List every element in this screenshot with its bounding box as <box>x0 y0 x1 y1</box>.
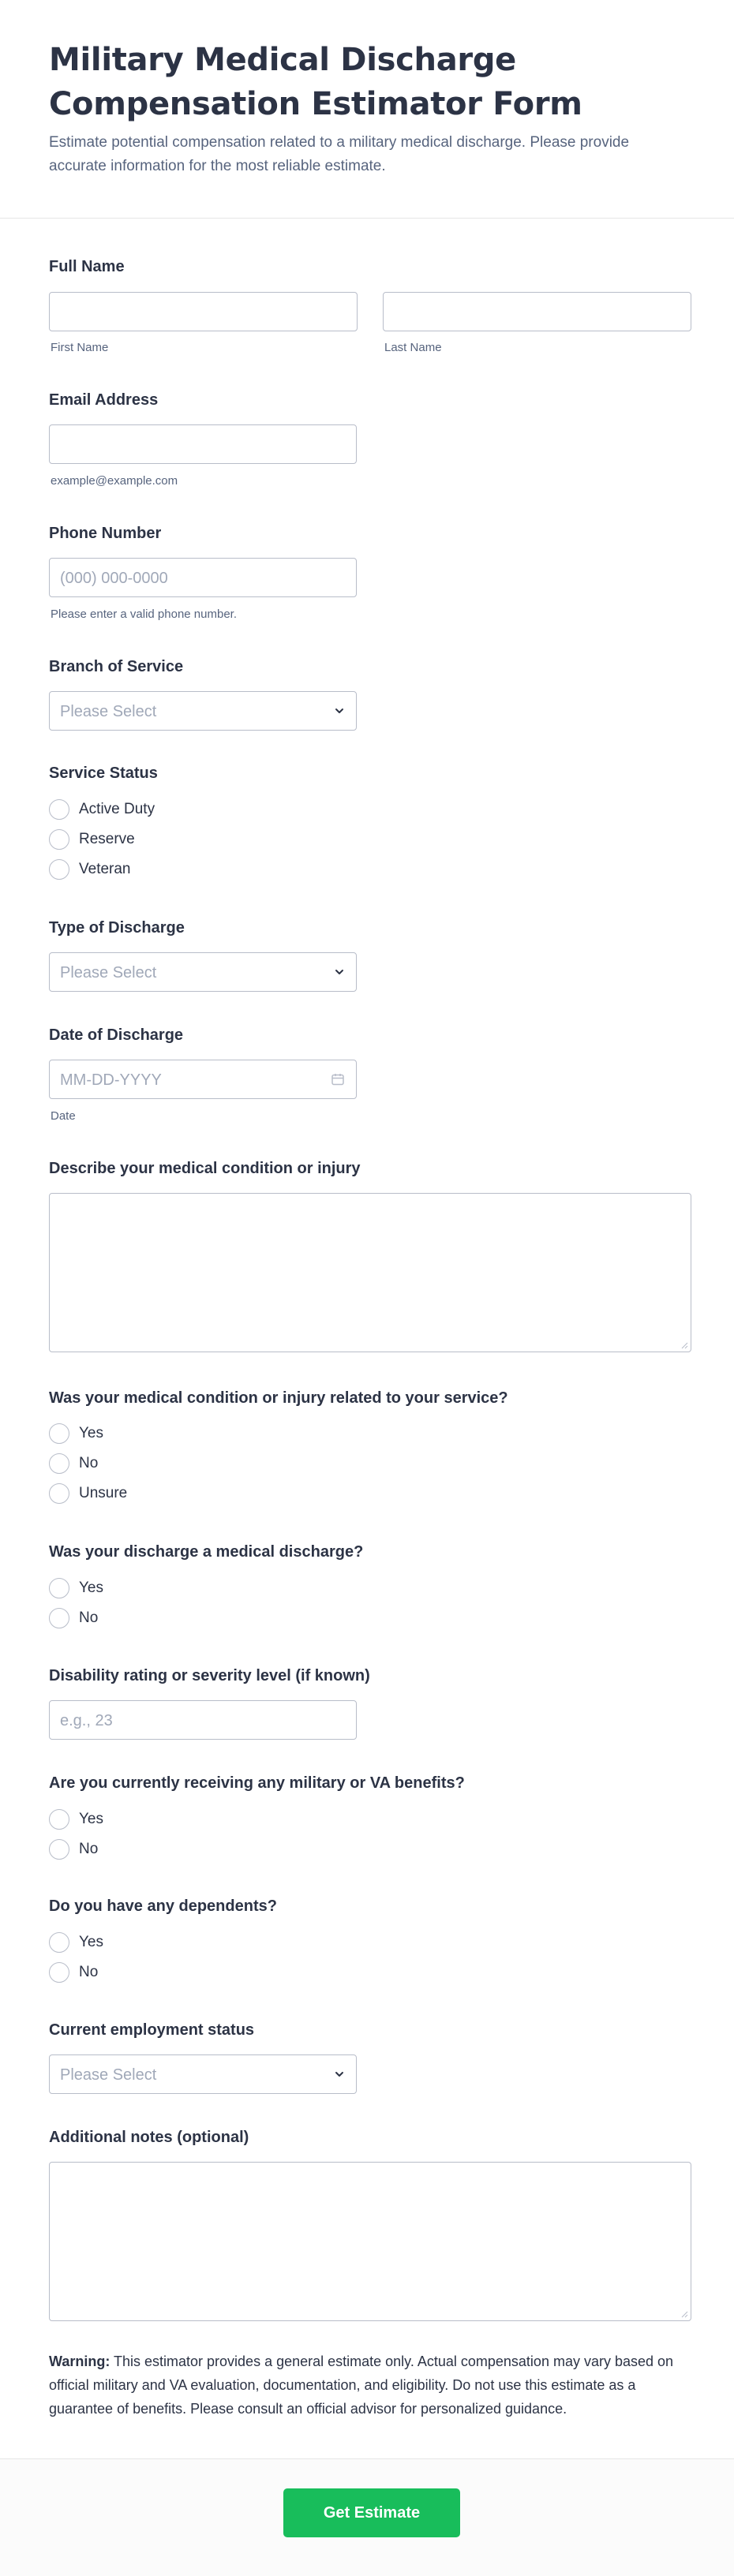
benefits-option-yes[interactable]: Yes <box>49 1808 103 1830</box>
disability-rating-label: Disability rating or severity level (if known) <box>49 1667 370 1684</box>
discharge-date-label: Date of Discharge <box>49 1026 184 1044</box>
service-related-label: Was your medical condition or injury related to your service? <box>49 1389 508 1407</box>
employment-label: Current employment status <box>49 2021 255 2039</box>
benefits-option-no[interactable]: No <box>49 1838 98 1860</box>
chevron-down-icon <box>334 2069 345 2080</box>
employment-select[interactable] <box>49 2054 357 2094</box>
radio-button[interactable] <box>49 1932 69 1953</box>
last-name-input[interactable] <box>383 292 691 331</box>
first-name-sublabel: First Name <box>51 341 109 354</box>
medical-discharge-option-yes[interactable]: Yes <box>49 1577 103 1599</box>
condition-label: Describe your medical condition or injury <box>49 1160 361 1177</box>
benefits-label: Are you currently receiving any military or VA benefits? <box>49 1774 465 1792</box>
service-status-label: Service Status <box>49 765 158 782</box>
phone-placeholder: (000) 000-0000 <box>60 570 168 587</box>
calendar-icon[interactable] <box>331 1072 345 1086</box>
disability-rating-input[interactable] <box>49 1700 357 1740</box>
notes-textarea[interactable] <box>49 2162 691 2321</box>
service-related-option-no[interactable]: No <box>49 1453 98 1475</box>
condition-textarea[interactable] <box>49 1193 691 1352</box>
email-sublabel: example@example.com <box>51 474 178 488</box>
discharge-type-selected-value: Please Select <box>60 964 157 981</box>
discharge-date-sublabel: Date <box>51 1109 76 1123</box>
discharge-date-input[interactable] <box>49 1060 357 1099</box>
medical-discharge-option-no[interactable]: No <box>49 1607 98 1629</box>
radio-button[interactable] <box>49 1483 69 1504</box>
service-related-option-unsure[interactable]: Unsure <box>49 1482 127 1505</box>
service-status-option-reserve[interactable]: Reserve <box>49 828 135 851</box>
dependents-label: Do you have any dependents? <box>49 1897 277 1915</box>
warning-prefix: Warning: <box>49 2354 110 2369</box>
phone-label: Phone Number <box>49 525 162 542</box>
radio-button[interactable] <box>49 1608 69 1628</box>
chevron-down-icon <box>334 966 345 978</box>
form-header <box>0 0 734 219</box>
resize-handle-icon[interactable] <box>680 1341 688 1349</box>
branch-label: Branch of Service <box>49 658 184 675</box>
radio-button[interactable] <box>49 829 69 850</box>
radio-button[interactable] <box>49 1453 69 1474</box>
service-status-option-veteran[interactable]: Veteran <box>49 858 131 880</box>
last-name-sublabel: Last Name <box>384 341 442 354</box>
radio-button[interactable] <box>49 1578 69 1598</box>
radio-button[interactable] <box>49 1809 69 1830</box>
disability-rating-placeholder: e.g., 23 <box>60 1712 113 1729</box>
resize-handle-icon[interactable] <box>680 2310 688 2318</box>
discharge-type-select[interactable] <box>49 952 357 992</box>
dependents-option-no[interactable]: No <box>49 1961 98 1983</box>
branch-select[interactable] <box>49 691 357 731</box>
service-status-option-active-duty[interactable]: Active Duty <box>49 798 155 821</box>
phone-input[interactable] <box>49 558 357 597</box>
radio-button[interactable] <box>49 1962 69 1983</box>
phone-sublabel: Please enter a valid phone number. <box>51 608 237 621</box>
medical-discharge-label: Was your discharge a medical discharge? <box>49 1543 364 1561</box>
chevron-down-icon <box>334 705 345 716</box>
email-label: Email Address <box>49 391 159 409</box>
form-subtitle: Estimate potential compensation related to a military medical discharge. Please provide accurate information for the most reliable estimate. <box>49 134 630 174</box>
full-name-label: Full Name <box>49 258 125 275</box>
form-title: Military Medical Discharge Compensation Estimator Form <box>49 42 582 122</box>
warning-text <box>49 2350 680 2421</box>
email-input[interactable] <box>49 424 357 464</box>
branch-selected-value: Please Select <box>60 703 157 720</box>
discharge-type-label: Type of Discharge <box>49 919 185 937</box>
first-name-input[interactable] <box>49 292 358 331</box>
get-estimate-button[interactable]: Get Estimate <box>283 2488 460 2537</box>
discharge-date-placeholder: MM-DD-YYYY <box>60 1071 162 1089</box>
radio-button[interactable] <box>49 799 69 820</box>
warning-body: This estimator provides a general estimate only. Actual compensation may vary based on official military and VA evaluation, documentation, and eligibility. Do not use this estimate as a guarantee of benefits. Please consult an official advisor for personalized guidance. <box>49 2354 674 2417</box>
radio-button[interactable] <box>49 1423 69 1444</box>
service-related-option-yes[interactable]: Yes <box>49 1423 103 1445</box>
radio-button[interactable] <box>49 859 69 880</box>
employment-selected-value: Please Select <box>60 2066 157 2084</box>
dependents-option-yes[interactable]: Yes <box>49 1931 103 1953</box>
radio-button[interactable] <box>49 1839 69 1860</box>
notes-label: Additional notes (optional) <box>49 2129 249 2146</box>
